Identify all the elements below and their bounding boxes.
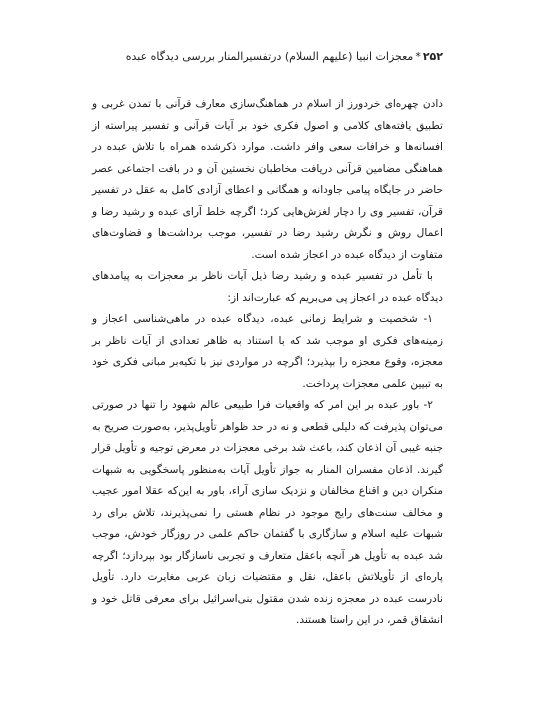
paragraph-point-1: ۱- شخصیت و شرایط زمانی عبده، دیدگاه عبده در ماهی‌شناسی اعجاز و زمینه‌های فکری او موجب شد که با استناد به ظاهر تعدادی از آیات ناظر بر معجزه، وقوع معجزه را بپذیرد؛ اگرچه در مواردی نیز با تکیه‌بر مبانی فکری خود به تبیین علمی معجزات پرداخت. — [92, 313, 443, 390]
paragraph-consequences-lead: با تأمل در تفسیر عبده و رشید رضا ذیل آیات ناظر بر معجزات به پیامدهای دیدگاه عبده در اعجاز پی می‌بریم که عبارت‌اند از: — [92, 270, 443, 304]
header-separator: * — [415, 50, 421, 63]
running-header — [92, 50, 443, 64]
paragraph-point-2: ۲- باور عبده بر این امر که واقعیات فرا طبیعی عالم شهود را تنها در صورتی می‌توان پذیرفت که دلیلی قطعی و نه در حد ظواهر تأویل‌پذیر، به‌صورت صریح به جنبه غیبی آن اذعان کند، باعث شد برخی معجزات در معرض توجیه و تأویل قرار گیرند. اذعان مفسران المنار به جواز تأویل آیات به‌منظور پاسخگویی به شبهات منکران دین و اقناع مخالفان و نزدیک سازی آراء، باور به این‌که عقلا امور عجیب و مخالف سنت‌های رایج موجود در نظام هستی را نمی‌پذیرند، تلاش برای رد شبهات علیه اسلام و سازگاری با گفتمان حاکم علمی در روزگار خودش، موجب شد عبده به تأویل هر آنچه باعقل متعارف و تجربی ناسازگار بود بپردازد؛ اگرچه پاره‌ای از تأویلاتش باعقل، نقل و مقتضیات زبان عربی مغایرت دارد. تأویل نادرست عبده در معجزه زنده شدن مقتول بنی‌اسرائیل برای معرفی قاتل خود و انشقاق قمر، در این راستا هستند. — [92, 399, 443, 626]
page-number: ۲۵۲ — [422, 50, 443, 63]
body-text — [92, 94, 443, 632]
running-title: معجزات انبیا (علیهم السلام) درتفسیرالمنار بررسی دیدگاه عبده — [125, 50, 414, 63]
paragraph-intro: دادن چهره‌ای خردورز از اسلام در هماهنگ‌سازی معارف قرآنی با تمدن غربی و تطبیق یافته‌های کلامی و اصول فکری خود بر آیات قرآنی و تفسیر پیراسته از افسانه‌ها و خرافات سعی وافر داشت. موارد ذکرشده همراه با تلاش عبده در هماهنگی مضامین قرآنی دریافت مخاطبان نخستین آن و در بافت اجتماعی عصر حاضر در جایگاه پیامی جاودانه و همگانی و اعطای آزادی کامل به عقل در تفسیر قرآن، تفسیر وی را دچار لغزش‌هایی کرد؛ اگرچه خلط آرای عبده و رشید رضا و اعمال روش و نگرش رشید رضا در تفسیر، موجب برداشت‌ها و قضاوت‌های متفاوت از دیدگاه عبده در اعجاز شده است. — [92, 98, 443, 261]
